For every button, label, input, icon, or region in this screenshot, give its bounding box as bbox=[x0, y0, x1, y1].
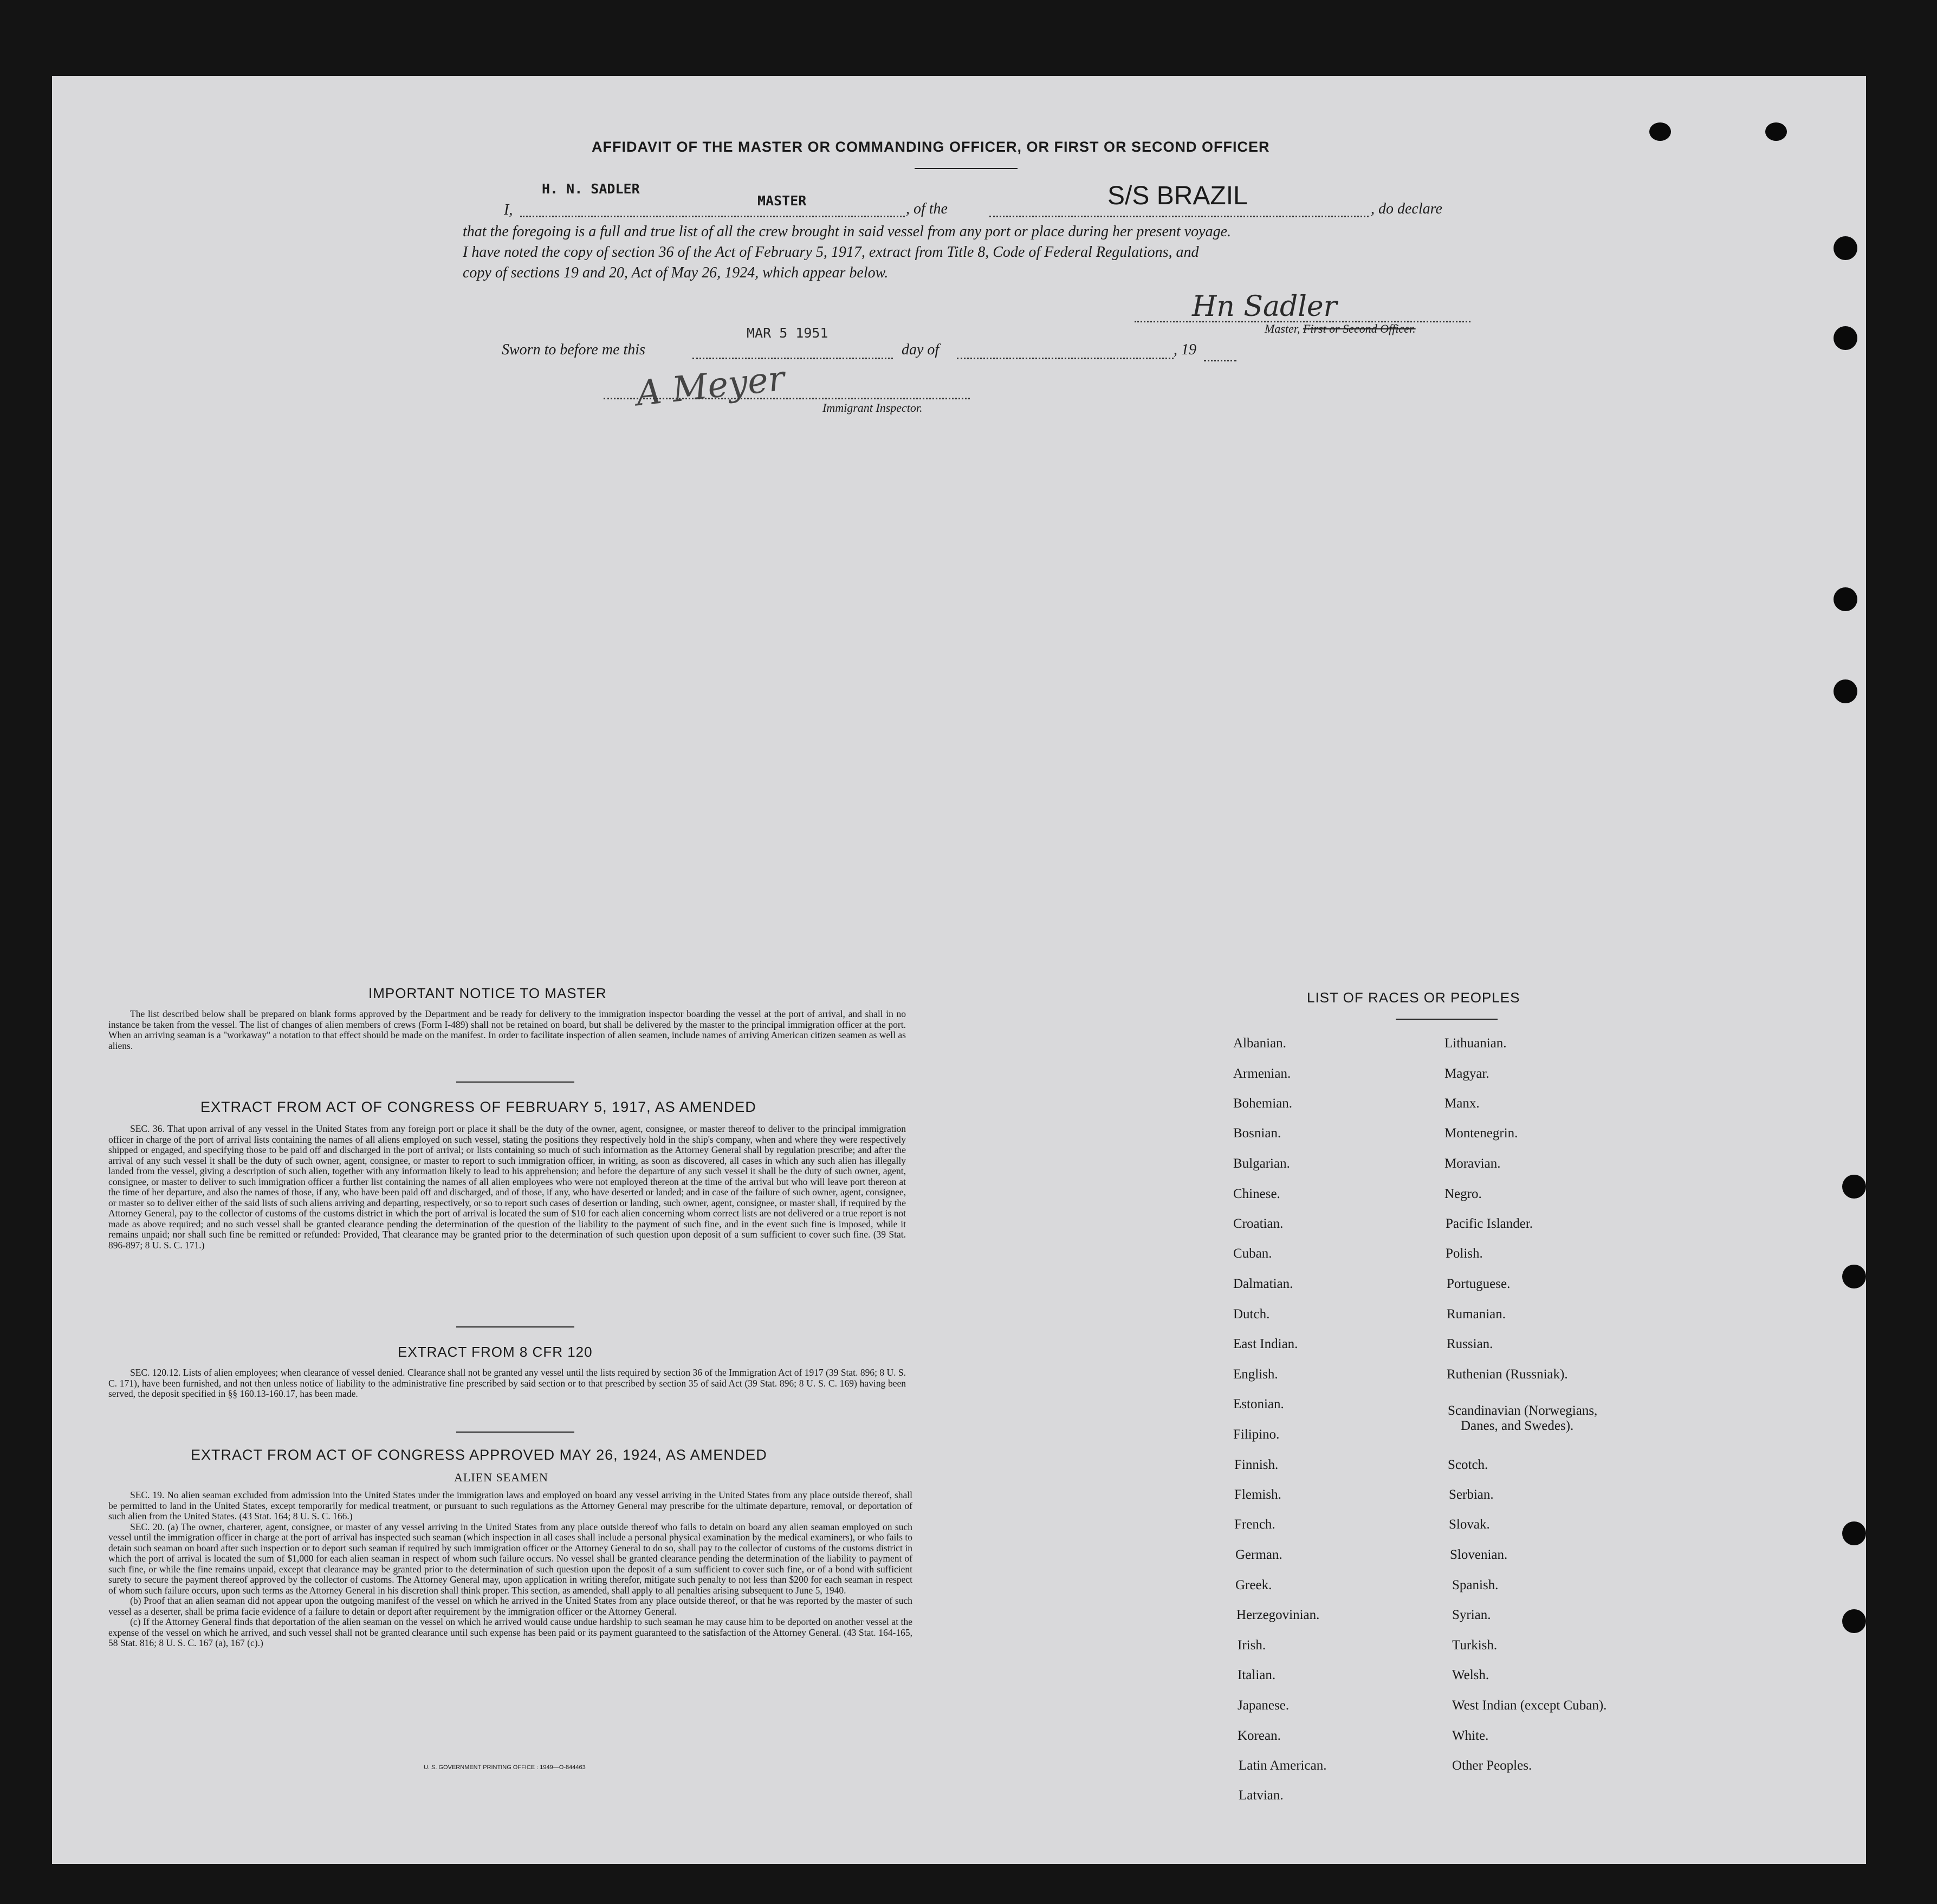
sec-20c-paragraph: (c) If the Attorney General finds that deportation of the alien seaman on the vessel on which he arrived would cause undue hardship to such seaman he may cause him to be deported on another vessel at the expense of the vessel on which he arrived, and such vessel shall not be granted clearance until such expense has been paid or its payment guaranteed to the satisfaction of the Attorney General. (43 Stat. 164-165, 58 Stat. 816; 8 U. S. C. 167 (a), 167 (c).) bbox=[108, 1616, 912, 1648]
affidavit-body-line: copy of sections 19 and 20, Act of May 26, 1924, which appear below. bbox=[463, 264, 889, 281]
race-item: Polish. bbox=[1446, 1246, 1483, 1261]
race-item: Croatian. bbox=[1233, 1216, 1284, 1231]
sworn-label: Sworn to before me this bbox=[502, 341, 645, 358]
affidavit-body-line: I have noted the copy of section 36 of the Act of February 5, 1917, extract from Title 8, Code of Federal Regulations, and bbox=[463, 244, 1199, 261]
race-item: Ruthenian (Russniak). bbox=[1447, 1367, 1568, 1382]
sworn-date-line bbox=[692, 358, 893, 359]
race-item: Manx. bbox=[1444, 1096, 1480, 1111]
sworn-date-stamp: MAR 5 1951 bbox=[747, 325, 828, 341]
affidavit-i-label: I, bbox=[504, 202, 513, 218]
declare-label: , do declare bbox=[1371, 200, 1442, 217]
race-item: Slovenian. bbox=[1450, 1547, 1508, 1562]
sec-36-paragraph: SEC. 36. That upon arrival of any vessel in the United States from any foreign port or place it shall be the duty of the owner, agent, consignee, or master thereof to deliver to the principal immigration officer in charge of the port of arrival lists containing the names of all aliens employed on such vessel, stating the positions they respectively hold in the ship's company, when and where they were respectively shipped or engaged, and specifying those to be paid off and discharged in the port of arrival; or lists containing so much of such information as the Attorney General shall by regulation prescribe; and after the arrival of any such vessel it shall be the duty of such owner, agent, consignee, or master to report to such immigration officer, in writing, as soon as discovered, all cases in which any such alien has illegally landed from the vessel, giving a description of such alien, together with any information likely to lead to his apprehension; and before the departure of any such vessel it shall be the duty of such owner, agent, consignee, or master to deliver to such immigration officer a further list containing the names of all alien employees who were not employed thereon at the time of the arrival but who will leave port thereon at the time of her departure, and also the names of those, if any, who have been paid off and discharged, and of those, if any, who have deserted or landed; and in case of the failure of such owner, agent, consignee, or master so to deliver either of the said lists of such aliens arriving and departing, respectively, or so to report such cases of desertion or landing, such owner, agent, consignee, or master shall, if required by the Attorney General, pay to the collector of customs of the customs district in which the port of arrival is located the sum of $10 for each alien concerning whom correct lists are not delivered or a true report is not made as above required; and no such vessel shall be granted clearance pending the determination of the question of the liability to the payment of such fine, and in the event such fine is imposed, while it remains unpaid; nor shall such fine be remitted or refunded: Provided, That clearance may be granted prior to the determination of such question upon deposit of a sum sufficient to cover such fine. (39 Stat. 896-897; 8 U. S. C. 171.) bbox=[108, 1123, 906, 1251]
divider bbox=[1396, 1019, 1498, 1020]
divider bbox=[456, 1432, 574, 1433]
race-item: Other Peoples. bbox=[1452, 1758, 1532, 1773]
race-item: Japanese. bbox=[1238, 1698, 1290, 1713]
punch-hole bbox=[1842, 1521, 1866, 1545]
rank-value: MASTER bbox=[757, 193, 807, 209]
race-item: Dutch. bbox=[1233, 1307, 1270, 1322]
race-item: Italian. bbox=[1238, 1668, 1276, 1682]
race-item: Serbian. bbox=[1449, 1487, 1494, 1502]
extract-1917-heading: EXTRACT FROM ACT OF CONGRESS OF FEBRUARY 5, 1917, AS AMENDED bbox=[200, 1099, 756, 1115]
race-item: Armenian. bbox=[1233, 1066, 1291, 1081]
race-item: White. bbox=[1452, 1728, 1489, 1743]
extract-1917-text bbox=[108, 1124, 906, 1251]
master-label-text: Master, bbox=[1265, 322, 1300, 335]
race-item: Lithuanian. bbox=[1444, 1036, 1507, 1051]
officer-label-struck: First or Second Officer. bbox=[1303, 322, 1416, 335]
notice-text bbox=[108, 1009, 906, 1051]
divider bbox=[915, 168, 1018, 169]
punch-hole bbox=[1834, 679, 1857, 703]
affidavit-body-line: that the foregoing is a full and true list of all the crew brought in said vessel from any port or place during her present voyage. bbox=[463, 223, 1232, 240]
inspector-line bbox=[604, 398, 970, 399]
punch-hole bbox=[1842, 1265, 1866, 1288]
race-item: Estonian. bbox=[1233, 1397, 1284, 1411]
races-heading: LIST OF RACES OR PEOPLES bbox=[1307, 989, 1520, 1006]
master-signature: Hn Sadler bbox=[1192, 290, 1337, 323]
race-item: French. bbox=[1234, 1517, 1275, 1532]
race-item: Bulgarian. bbox=[1233, 1156, 1290, 1171]
punch-hole bbox=[1842, 1609, 1866, 1633]
race-item: Spanish. bbox=[1452, 1578, 1499, 1592]
race-item: Moravian. bbox=[1444, 1156, 1501, 1171]
race-item: Finnish. bbox=[1234, 1458, 1279, 1472]
race-item: West Indian (except Cuban). bbox=[1452, 1698, 1607, 1713]
rank-line bbox=[520, 216, 905, 217]
extract-cfr-heading: EXTRACT FROM 8 CFR 120 bbox=[398, 1344, 593, 1360]
extract-1924-heading: EXTRACT FROM ACT OF CONGRESS APPROVED MAY 26, 1924, AS AMENDED bbox=[191, 1447, 767, 1463]
race-item: Irish. bbox=[1238, 1638, 1266, 1653]
race-item: Bohemian. bbox=[1233, 1096, 1293, 1111]
punch-hole bbox=[1834, 236, 1857, 260]
inspector-signature: A Meyer bbox=[634, 358, 787, 415]
race-item: Magyar. bbox=[1444, 1066, 1489, 1081]
punch-hole bbox=[1834, 587, 1857, 611]
punch-hole bbox=[1834, 326, 1857, 350]
notice-heading: IMPORTANT NOTICE TO MASTER bbox=[368, 985, 607, 1001]
extract-cfr-text bbox=[108, 1368, 906, 1400]
month-line bbox=[957, 358, 1174, 359]
race-item: Albanian. bbox=[1233, 1036, 1286, 1051]
year-line bbox=[1204, 360, 1236, 361]
race-item: Scandinavian (Norwegians, bbox=[1448, 1403, 1598, 1418]
punch-hole bbox=[1842, 1175, 1866, 1199]
race-item: German. bbox=[1235, 1547, 1282, 1562]
race-item: Portuguese. bbox=[1447, 1277, 1511, 1291]
race-item: East Indian. bbox=[1233, 1337, 1298, 1351]
year-label: , 19 bbox=[1174, 341, 1196, 358]
race-item: Turkish. bbox=[1452, 1638, 1498, 1653]
notice-paragraph: The list described below shall be prepared on blank forms approved by the Department and be ready for delivery to the immigration inspector boarding the vessel at the port of arrival, and shall in no instance be taken from the vessel. The list of changes of alien members of crews (Form I-489) shall not be retained on board, but shall be delivered by the master to the principal immigration officer at the port. When an arriving seaman is a "workaway" a notation to that effect should be made on the manifest. In order to facilitate inspection of alien seamen, include names of arriving American citizen seamen as well as aliens. bbox=[108, 1008, 906, 1051]
race-item: Filipino. bbox=[1233, 1427, 1280, 1442]
alien-seamen-subheading: ALIEN SEAMEN bbox=[454, 1471, 548, 1484]
race-item: Latvian. bbox=[1239, 1788, 1284, 1803]
race-item: Montenegrin. bbox=[1444, 1126, 1518, 1141]
sec-20b-paragraph: (b) Proof that an alien seaman did not appear upon the outgoing manifest of the vessel on which he arrived in the United States from any place outside thereof, or that he was reported by the master of such vessel as a deserter, shall be prima facie evidence of a failure to detain or deport after requirement by the immigration officer or the Attorney General. bbox=[108, 1595, 912, 1617]
race-item: Syrian. bbox=[1452, 1608, 1491, 1622]
affidavit-title: AFFIDAVIT OF THE MASTER OR COMMANDING OFFICER, OR FIRST OR SECOND OFFICER bbox=[592, 139, 1270, 155]
race-item: Flemish. bbox=[1234, 1487, 1281, 1502]
race-item: Negro. bbox=[1444, 1187, 1482, 1201]
master-name: H. N. SADLER bbox=[542, 181, 640, 197]
vessel-name: S/S BRAZIL bbox=[1107, 182, 1248, 210]
punch-hole bbox=[1765, 122, 1787, 141]
sec-20a-paragraph: SEC. 20. (a) The owner, charterer, agent, consignee, or master of any vessel arriving in the United States from any place outside thereof who fails to detain on board any alien seaman employed on such vessel until the immigration officer in charge at the port of arrival has inspected such seaman (which inspection in all cases shall include a personal physical examination by the medical examiners), or who fails to detain such seaman on board after such inspection or to deport such seaman if required by such immigration officer or the Attorney General to do so, shall pay to the collector of customs of the customs district in which the port of arrival is located the sum of $1,000 for each alien seaman in respect of whom such failure occurs. No vessel shall be granted clearance pending the determination of the liability to payment of such fine, or while the fine remains unpaid, except that clearance may be granted prior to the determination of such question upon the deposit of a sum sufficient to cover such fine, or of a bond with sufficient surety to secure the payment thereof approved by the collector of customs. The Attorney General may, upon application in writing therefor, mitigate such penalty to not less than $200 for each seaman in respect of whom such failure occurs, upon such terms as the Attorney General in his discretion shall think proper. This section, as amended, shall apply to all penalties arising subsequent to June 5, 1940. bbox=[108, 1521, 912, 1596]
divider bbox=[456, 1326, 574, 1327]
race-item: Latin American. bbox=[1239, 1758, 1327, 1773]
race-item: Slovak. bbox=[1449, 1517, 1490, 1532]
race-item: Russian. bbox=[1447, 1337, 1493, 1351]
race-item: English. bbox=[1233, 1367, 1278, 1382]
race-item: Scotch. bbox=[1448, 1458, 1488, 1472]
master-label bbox=[1265, 322, 1416, 336]
punch-hole bbox=[1649, 122, 1671, 141]
race-item: Korean. bbox=[1238, 1728, 1281, 1743]
divider bbox=[456, 1081, 574, 1083]
race-item: Chinese. bbox=[1233, 1187, 1280, 1201]
race-item: Pacific Islander. bbox=[1446, 1216, 1533, 1231]
vessel-line bbox=[989, 216, 1369, 217]
gpo-imprint: U. S. GOVERNMENT PRINTING OFFICE : 1949—O-844463 bbox=[424, 1764, 586, 1771]
of-the-label: , of the bbox=[906, 200, 948, 217]
sec-120-paragraph: SEC. 120.12. Lists of alien employees; when clearance of vessel denied. Clearance shall not be granted any vessel until the lists required by section 36 of the Immigration Act of 1917 (39 Stat. 896; 8 U. S. C. 171), have been furnished, and not then unless notice of liability to the administrative fine prescribed by said section or to that prescribed by section 35 of said Act (39 Stat. 896; 8 U. S. C. 169) having been served, the deposit specified in §§ 160.13-160.17, has been made. bbox=[108, 1367, 906, 1399]
race-item: Greek. bbox=[1235, 1578, 1272, 1592]
race-item: Danes, and Swedes). bbox=[1461, 1419, 1574, 1433]
extract-1924-text bbox=[108, 1490, 912, 1649]
sec-19-paragraph: SEC. 19. No alien seaman excluded from admission into the United States under the immigration laws and employed on board any vessel arriving in the United States from any place outside thereof, shall be permitted to land in the United States, except temporarily for medical treatment, or pursuant to such regulations as the Attorney General may prescribe for the ultimate departure, removal, or deportation of such alien from the United States. (43 Stat. 164; 8 U. S. C. 166.) bbox=[108, 1489, 912, 1521]
race-item: Dalmatian. bbox=[1233, 1277, 1293, 1291]
race-item: Herzegovinian. bbox=[1236, 1608, 1320, 1622]
inspector-label: Immigrant Inspector. bbox=[822, 401, 923, 415]
race-item: Rumanian. bbox=[1447, 1307, 1506, 1322]
day-of-label: day of bbox=[902, 341, 940, 358]
race-item: Cuban. bbox=[1233, 1246, 1272, 1261]
race-item: Bosnian. bbox=[1233, 1126, 1281, 1141]
race-item: Welsh. bbox=[1452, 1668, 1489, 1682]
